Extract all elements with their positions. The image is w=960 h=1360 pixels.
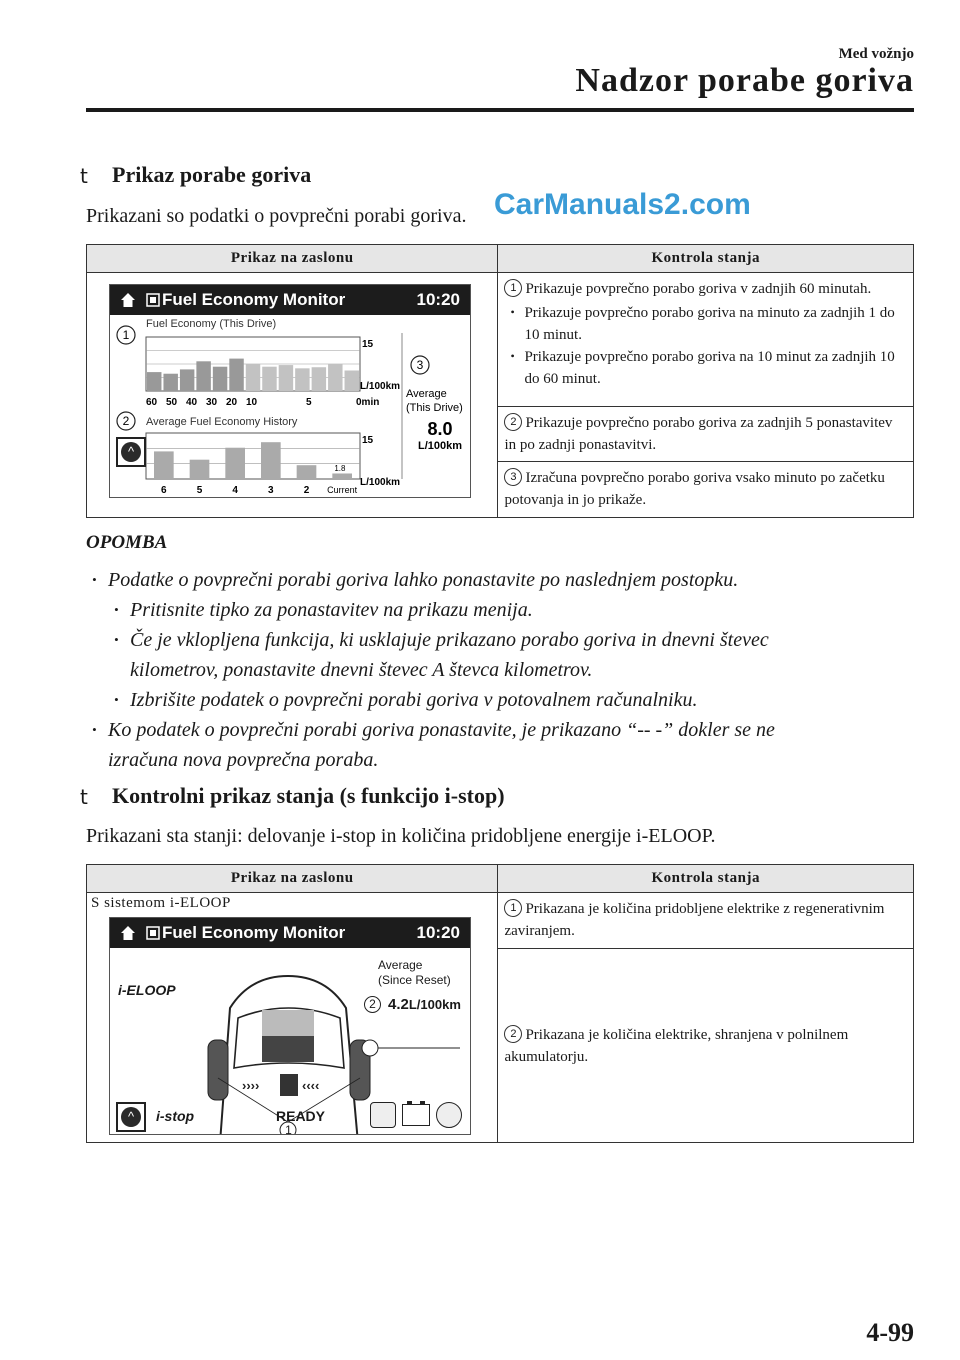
- chart1-xtick: 40: [186, 397, 198, 408]
- app-icon: [146, 293, 160, 307]
- chart1-xtick: 0min: [356, 397, 380, 408]
- callout-badge: 1: [504, 899, 522, 917]
- chart2-frame: [146, 433, 360, 479]
- chart1-bar: [345, 370, 359, 391]
- header-rule: [86, 108, 914, 112]
- screen-cell: [87, 273, 498, 518]
- note-subbullet: • Pritisnite tipko za ponastavitev na prikazu menija.: [112, 595, 920, 625]
- chart1-bar: [229, 359, 243, 391]
- chart2-ytop: 15: [362, 435, 374, 446]
- home-icon: [120, 292, 136, 308]
- chart2-bar: [332, 473, 352, 479]
- engine-icon: [370, 1102, 396, 1128]
- chart2-xtick: 6: [161, 485, 167, 496]
- status-row-1: [498, 893, 914, 949]
- chart2-bar: [154, 451, 174, 479]
- section1-title: Prikaz porabe goriva: [112, 162, 312, 187]
- chart1-xtick: 30: [206, 397, 218, 408]
- table-header-display: Prikaz na zaslonu: [87, 245, 498, 273]
- callout-badge: 1: [504, 279, 522, 297]
- chart1-bar: [196, 361, 210, 391]
- callout-badge: 2: [504, 1025, 522, 1043]
- section2-intro: Prikazani sta stanji: delovanje i-stop in količina pridobljene energije i-ELOOP.: [86, 825, 716, 847]
- callout-number: 2: [122, 414, 130, 428]
- screen-clock: 10:20: [416, 923, 460, 942]
- section2-table: [86, 864, 914, 1143]
- status-text: Izračuna povprečno porabo goriva vsako minuto po začetku potovanja in jo prikaže.: [504, 470, 885, 508]
- ieloop-label: i-ELOOP: [118, 982, 176, 998]
- average-unit: L/100km: [417, 440, 463, 452]
- note-subbullet: • Če je vklopljena funkcija, ki usklajuje prikazano porabo goriva in dnevni števec: [112, 625, 920, 655]
- chart1-bar: [328, 364, 342, 391]
- section2-title: Kontrolni prikaz stanja (s funkcijo i-stop): [112, 783, 505, 808]
- chevron-up-icon: ^: [121, 442, 141, 462]
- status-row-1: [498, 273, 914, 407]
- chart2-current-value: 1.8: [334, 464, 346, 473]
- chart2-xtick: 4: [232, 485, 238, 496]
- chart1-bar: [312, 367, 326, 391]
- average-label-line2: (This Drive): [406, 402, 463, 414]
- callout-2: 2: [364, 996, 381, 1013]
- chart2-xtick: 2: [303, 485, 310, 496]
- chart2-bar: [261, 442, 281, 479]
- average-unit: L/100km: [408, 997, 461, 1012]
- istop-label: i-stop: [156, 1108, 195, 1124]
- chart1-bar: [163, 374, 177, 391]
- table-header-display: Prikaz na zaslonu: [87, 865, 498, 893]
- chart1-bar: [246, 364, 260, 391]
- chart1-bar: [262, 367, 276, 391]
- chart2-xtick: Current: [327, 485, 358, 495]
- status-text: Prikazuje povprečno porabo goriva v zadnjih 60 minutah.: [525, 281, 872, 297]
- watermark: CarManuals2.com: [494, 188, 751, 221]
- note-title: OPOMBA: [86, 532, 168, 553]
- chart2-xtick: 3: [268, 485, 274, 496]
- callout-number: 1: [122, 328, 130, 342]
- status-text: Prikazuje povprečno porabo goriva za zadnjih 5 ponastavitev in po zadnji ponastavitvi.: [504, 415, 893, 453]
- chart2-bar: [225, 448, 245, 479]
- page-title: Nadzor porabe goriva: [575, 62, 914, 99]
- battery-icon: [402, 1104, 430, 1126]
- average-label-line1: Average: [378, 958, 423, 972]
- table-header-status: Kontrola stanja: [498, 865, 914, 893]
- menu-button[interactable]: [116, 437, 146, 467]
- status-text: Prikazana je količina elektrike, shranjena v polnilnem akumulatorju.: [504, 1026, 849, 1065]
- chart2-bar: [297, 465, 317, 479]
- chart2-xtick: 5: [196, 485, 203, 496]
- istop-screen: [109, 917, 471, 1135]
- chart1-xtick: 60: [146, 397, 158, 408]
- note-bullet: • Podatke o povprečni porabi goriva lahko ponastavite po naslednjem postopku.: [90, 565, 920, 595]
- menu-button[interactable]: [116, 1102, 146, 1132]
- header-section: Med vožnjo: [838, 46, 914, 62]
- average-number: 4.2: [388, 996, 409, 1013]
- note-bullet: • Ko podatek o povprečni porabi goriva ponastavite, je prikazano “-- -” dokler se ne: [90, 715, 920, 745]
- note-subbullet-cont: kilometrov, ponastavite dnevni števec A števca kilometrov.: [130, 659, 593, 681]
- chart1-unit: L/100km: [360, 381, 401, 392]
- ready-label: READY: [276, 1108, 326, 1124]
- chart1-bar: [147, 372, 161, 391]
- status-text: Prikazana je količina pridobljene elektrike z regenerativnim zaviranjem.: [504, 901, 885, 939]
- average-value: 8.0: [427, 419, 453, 439]
- callout-badge: 2: [504, 413, 522, 431]
- fuel-economy-screen: [109, 284, 471, 498]
- average-label-line2: (Since Reset): [378, 973, 451, 987]
- chart1-xtick: 20: [226, 397, 238, 408]
- chart2-label: Average Fuel Economy History: [146, 416, 298, 428]
- section-marker: t: [80, 785, 88, 809]
- chart1-bar: [295, 368, 309, 391]
- chart1-xtick: 50: [166, 397, 178, 408]
- screen-title-bar: [110, 285, 470, 315]
- note-block: [90, 565, 920, 775]
- status-bullet: • Prikazuje povprečno porabo goriva na minuto za zadnjih 1 do 10 minut.: [504, 302, 907, 346]
- screen-title-bar: [110, 918, 470, 948]
- chart1-label: Fuel Economy (This Drive): [146, 318, 277, 330]
- note-subbullet: • Izbrišite podatek o povprečni porabi goriva v potovalnem računalniku.: [112, 685, 920, 715]
- screen-title: Fuel Economy Monitor: [162, 923, 346, 942]
- average-label-line1: Average: [406, 388, 447, 400]
- average-value: [388, 996, 461, 1013]
- chart2-unit: L/100km: [360, 477, 401, 488]
- screen-clock: 10:20: [416, 290, 460, 309]
- callout-badge: 3: [504, 468, 522, 486]
- chevron-up-icon: ^: [121, 1107, 141, 1127]
- home-icon: [120, 925, 136, 941]
- status-row-3: [498, 462, 914, 518]
- chart1-xtick: 5: [306, 397, 312, 408]
- chart2-bar: [190, 460, 210, 479]
- chart1-ytop: 15: [362, 339, 374, 350]
- chart1-bar: [279, 365, 293, 391]
- note-bullet-cont: izračuna nova povprečna poraba.: [108, 749, 379, 771]
- status-row-2: [498, 949, 914, 1143]
- app-icon: [146, 926, 160, 940]
- svg-text:‹‹‹‹: ‹‹‹‹: [302, 1078, 320, 1093]
- section-marker: t: [80, 164, 88, 188]
- status-row-2: [498, 407, 914, 462]
- svg-text:››››: ››››: [242, 1078, 260, 1093]
- fuel-chart-svg: [110, 315, 470, 497]
- section1-intro: Prikazani so podatki o povprečni porabi goriva.: [86, 205, 467, 227]
- callout-number: 3: [416, 358, 424, 372]
- chart1-xtick: 10: [246, 397, 258, 408]
- chart1-bar: [213, 367, 227, 391]
- callout-1: 1: [285, 1123, 292, 1135]
- section1-table: [86, 244, 914, 518]
- average-label: [378, 958, 451, 988]
- cell-label: S sistemom i-ELOOP: [91, 895, 231, 911]
- table-header-status: Kontrola stanja: [498, 245, 914, 273]
- chart1-bar: [180, 369, 194, 391]
- screen-title: Fuel Economy Monitor: [162, 290, 346, 309]
- page-number: 4-99: [866, 1318, 914, 1347]
- ac-icon: [436, 1102, 462, 1128]
- status-bullet: • Prikazuje povprečno porabo goriva na 10 minut za zadnjih 10 do 60 minut.: [504, 346, 907, 390]
- screen-cell: [87, 893, 498, 1143]
